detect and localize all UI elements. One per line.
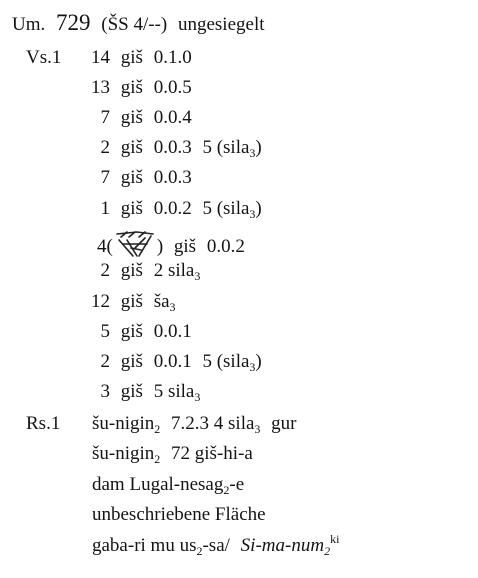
- dating: (ŠS 4/--): [101, 14, 168, 35]
- obverse-line-8: 2 giš 2 sila$_3$: [100, 260, 201, 283]
- obverse-line-2: 13 giš 0.0.5: [91, 77, 192, 98]
- obverse-line-6: 1 giš 0.0.2 5 (sila$_3$): [100, 198, 262, 221]
- obverse-line-5: 7 giš 0.0.3: [100, 167, 192, 188]
- seal-status: ungesiegelt: [177, 14, 265, 35]
- reverse-line-3: dam Lugal-nesag$_2$-e: [92, 474, 245, 497]
- obverse-line-4: 2 giš 0.0.3 5 (sila$_3$): [100, 137, 262, 160]
- text-number: 729: [56, 10, 91, 35]
- museum-abbreviation: Um.: [12, 14, 46, 35]
- obverse-line-12: 3 giš 5 sila$_3$: [100, 381, 201, 404]
- reverse-line-1: šu-nigin$_2$ 7.2.3 4 sila$_3$ gur: [92, 413, 297, 436]
- obverse-line-11: 2 giš 0.0.1 5 (sila$_3$): [100, 351, 262, 374]
- obverse-line-7: 4( ) giš 0.0.2: [97, 228, 245, 264]
- reverse-line-2: šu-nigin$_2$ 72 giš-hi-a: [92, 443, 253, 466]
- obverse-label: Vs.1: [26, 47, 62, 68]
- cuneiform-sign-icon: [113, 228, 157, 264]
- reverse-line-5: gaba-ri mu $us_2-sa/$ Si-ma-num$_2^{ki}$: [92, 532, 340, 558]
- reverse-line-4: unbeschriebene Fläche: [92, 504, 266, 525]
- reverse-label: Rs.1: [26, 413, 61, 434]
- obverse-line-10: 5 giš 0.0.1: [100, 321, 192, 342]
- obverse-line-3: 7 giš 0.0.4: [100, 107, 192, 128]
- obverse-line-9: 12 giš $ša_3$: [91, 291, 176, 314]
- obverse-line-1: 14 giš 0.1.0: [91, 47, 192, 68]
- text-header: [12, 12, 265, 36]
